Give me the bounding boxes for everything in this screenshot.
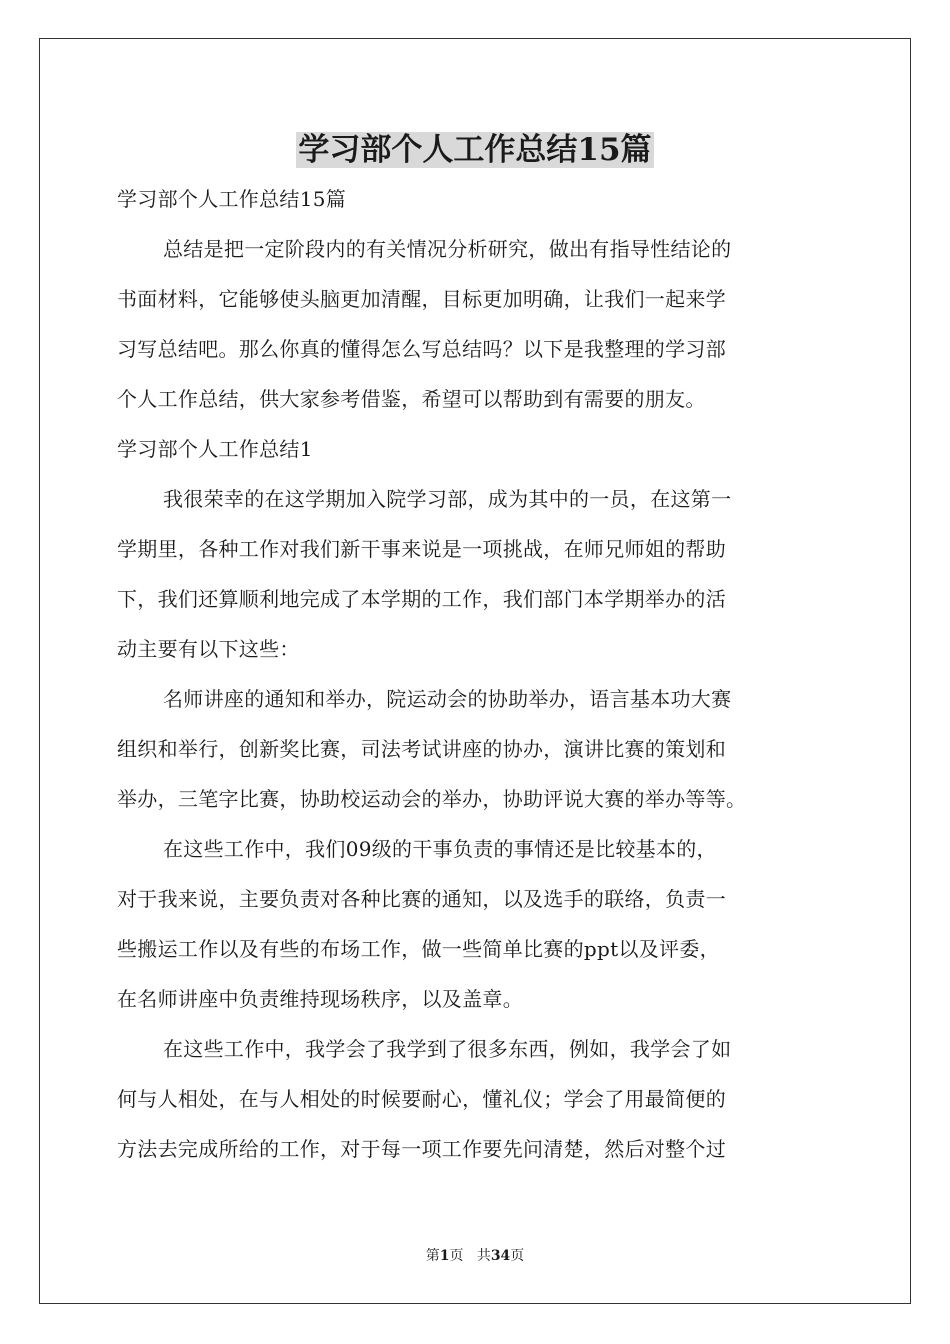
paragraph-line: 在名师讲座中负责维持现场秩序，以及盖章。 bbox=[117, 987, 523, 1011]
page-footer bbox=[0, 1246, 950, 1266]
paragraph-line: 举办，三笔字比赛，协助校运动会的举办，协助评说大赛的举办等等。 bbox=[117, 787, 747, 811]
paragraph-line: 名师讲座的通知和举办，院运动会的协助举办，语言基本功大赛 bbox=[163, 687, 732, 711]
paragraph-line: 学期里，各种工作对我们新干事来说是一项挑战，在师兄师姐的帮助 bbox=[117, 537, 726, 561]
subtitle-line: 学习部个人工作总结15篇 bbox=[117, 187, 347, 211]
paragraph-line: 动主要有以下这些： bbox=[117, 637, 300, 661]
document-body bbox=[117, 174, 839, 1174]
paragraph-line: 书面材料，它能够使头脑更加清醒，目标更加明确，让我们一起来学 bbox=[117, 287, 726, 311]
paragraph-line: 些搬运工作以及有些的布场工作，做一些简单比赛的ppt以及评委， bbox=[117, 937, 720, 961]
total-pages: 34 bbox=[490, 1248, 511, 1264]
page-number: 1 bbox=[439, 1248, 450, 1264]
paragraph-line: 方法去完成所给的工作，对于每一项工作要先问清楚，然后对整个过 bbox=[117, 1137, 726, 1161]
paragraph-line: 对于我来说，主要负责对各种比赛的通知，以及选手的联络，负责一 bbox=[117, 887, 726, 911]
section-heading: 学习部个人工作总结1 bbox=[117, 437, 313, 461]
paragraph-line: 个人工作总结，供大家参考借鉴，希望可以帮助到有需要的朋友。 bbox=[117, 387, 706, 411]
document-title bbox=[0, 126, 950, 174]
paragraph-line: 习写总结吧。那么你真的懂得怎么写总结吗？以下是我整理的学习部 bbox=[117, 337, 726, 361]
document-title-text: 学习部个人工作总结15篇 bbox=[298, 132, 652, 168]
paragraph-line: 组织和举行，创新奖比赛，司法考试讲座的协办，演讲比赛的策划和 bbox=[117, 737, 726, 761]
paragraph-line: 我很荣幸的在这学期加入院学习部，成为其中的一员，在这第一 bbox=[163, 487, 732, 511]
total-prefix: 共 bbox=[476, 1248, 491, 1264]
paragraph-line: 在这些工作中，我们09级的干事负责的事情还是比较基本的， bbox=[163, 837, 717, 861]
page-prefix: 第 bbox=[425, 1248, 440, 1264]
page-suffix: 页 bbox=[449, 1248, 464, 1264]
paragraph-line: 总结是把一定阶段内的有关情况分析研究，做出有指导性结论的 bbox=[163, 237, 732, 261]
total-suffix: 页 bbox=[510, 1248, 525, 1264]
paragraph-line: 下，我们还算顺利地完成了本学期的工作，我们部门本学期举办的活 bbox=[117, 587, 726, 611]
paragraph-line: 何与人相处，在与人相处的时候要耐心，懂礼仪；学会了用最简便的 bbox=[117, 1087, 726, 1111]
paragraph-line: 在这些工作中，我学会了我学到了很多东西，例如，我学会了如 bbox=[163, 1037, 732, 1061]
